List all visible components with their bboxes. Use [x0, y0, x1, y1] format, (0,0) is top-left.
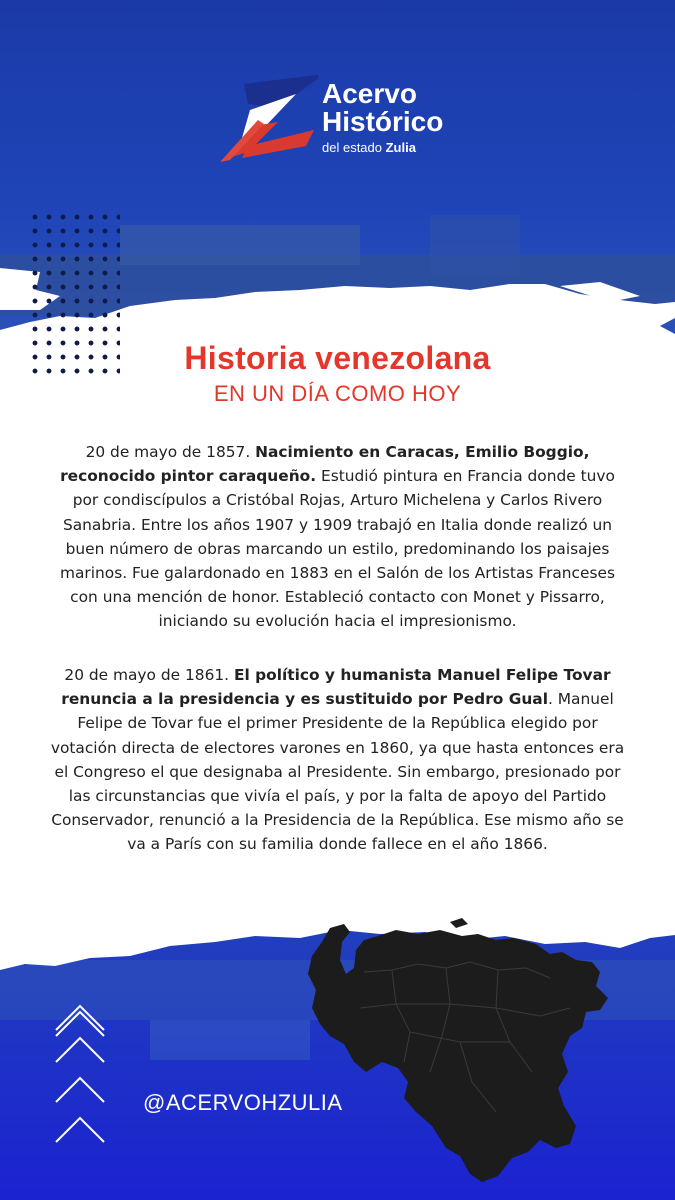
- chevron-up-icon: [52, 1000, 108, 1040]
- paragraph-boggio: [48, 440, 627, 634]
- heading-title: Historia venezolana: [184, 340, 491, 376]
- paragraph-tovar: [48, 663, 627, 857]
- logo-title-line2: Histórico: [322, 106, 444, 137]
- heading-subtitle: EN UN DÍA COMO HOY: [213, 381, 462, 406]
- logo-subtitle-prefix: del estado: [322, 140, 386, 155]
- paragraph-body: . Manuel Felipe de Tovar fue el primer Presidente de la República elegido por votación directa de electores varones en 1860, ya que hasta entonces era el Congreso el que designaba al Presidente. Sin embargo, presionado por las circunstancias que vivía el país, y por la falta de apoyo del Partido Conservador, renunció a la Presidencia de la República. Ese mismo año se va a París con su familia donde fallece en el año 1866.: [50, 690, 625, 854]
- social-handle[interactable]: @ACERVOHZULIA: [143, 1090, 343, 1115]
- chevron-up-icon: [52, 1110, 108, 1150]
- logo-subtitle-state: Zulia: [385, 140, 416, 155]
- section-heading: [0, 340, 675, 407]
- paragraph-date: 20 de mayo de 1861.: [64, 666, 230, 684]
- logo-title-line1: Acervo: [322, 78, 417, 109]
- chevron-up-icon: [52, 1070, 108, 1110]
- paragraph-highlight: El político y humanista Manuel Felipe Tovar renuncia a la presidencia y es sustituido por Pedro Gual: [61, 666, 611, 709]
- paragraph-highlight: Nacimiento en Caracas, Emilio Boggio, reconocido pintor caraqueño.: [60, 443, 590, 486]
- venezuela-map-icon: [300, 912, 640, 1192]
- paragraph-body: Estudió pintura en Francia donde tuvo por condiscípulos a Cristóbal Rojas, Arturo Michelena y Carlos Rivero Sanabria. Entre los años 1907 y 1909 trabajó en Italia donde realizó un buen número de obras marcando un estilo, predominando los paisajes marinos. Fue galardonado en 1883 en el Salón de los Artistas Franceses con una mención de honor. Estableció contacto con Monet y Pissarro, iniciando su evolución hacia el impresionismo.: [60, 467, 615, 631]
- paragraph-date: 20 de mayo de 1857.: [85, 443, 251, 461]
